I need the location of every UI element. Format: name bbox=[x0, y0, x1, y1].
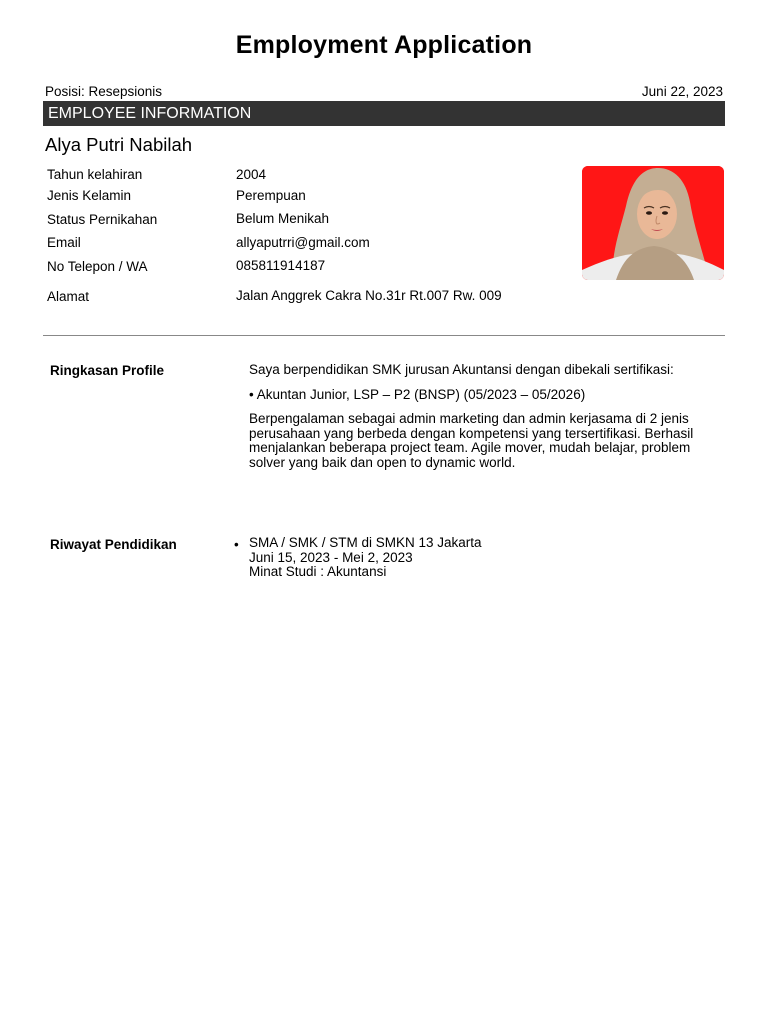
education-entry bbox=[249, 536, 727, 580]
info-row-birth-year bbox=[47, 165, 517, 184]
info-value: 085811914187 bbox=[236, 258, 326, 274]
info-value: Perempuan bbox=[236, 187, 306, 203]
photo-right-eye bbox=[662, 211, 668, 215]
info-label: Tahun kelahiran bbox=[47, 167, 143, 182]
profile-summary-label: Ringkasan Profile bbox=[50, 363, 165, 378]
info-value: Belum Menikah bbox=[236, 211, 330, 227]
profile-certification: • Akuntan Junior, LSP – P2 (BNSP) (05/2023 – 05/2026) bbox=[249, 386, 586, 402]
info-label: Jenis Kelamin bbox=[47, 188, 132, 204]
employee-info-header: EMPLOYEE INFORMATION bbox=[43, 101, 725, 126]
date-text: Juni 22, 2023 bbox=[641, 84, 723, 99]
info-label: No Telepon / WA bbox=[47, 258, 148, 274]
profile-summary-body bbox=[249, 363, 727, 471]
info-label: Email bbox=[47, 235, 81, 251]
education-school: SMA / SMK / STM di SMKN 13 Jakarta bbox=[249, 535, 482, 550]
profile-intro: Saya berpendidikan SMK jurusan Akuntansi dengan dibekali sertifikasi: bbox=[249, 362, 674, 377]
info-value: allyaputrri@gmail.com bbox=[236, 234, 370, 250]
info-row-email bbox=[47, 231, 517, 255]
education-label: Riwayat Pendidikan bbox=[50, 537, 177, 552]
position-text: Posisi: Resepsionis bbox=[45, 84, 163, 99]
info-value: 2004 bbox=[236, 166, 267, 182]
education-bullet: • bbox=[234, 537, 239, 552]
document-title: Employment Application bbox=[235, 31, 533, 59]
profile-description: Berpengalaman sebagai admin marketing dan admin kerjasama di 2 jenis perusahaan yang berbeda dengan kompetensi yang tersertifikasi. Berhasil menjalankan beberapa project team. Agile mover, mudah belajar, problem solver yang baik dan open to dynamic world. bbox=[249, 411, 694, 470]
info-row-address bbox=[47, 278, 517, 314]
applicant-name: Alya Putri Nabilah bbox=[45, 134, 193, 155]
education-major: Minat Studi : Akuntansi bbox=[249, 564, 387, 580]
section-divider bbox=[43, 335, 725, 336]
info-table bbox=[47, 165, 517, 314]
photo-left-eye bbox=[646, 211, 652, 215]
info-row-phone bbox=[47, 255, 517, 279]
info-row-gender bbox=[47, 184, 517, 208]
info-row-marital-status bbox=[47, 208, 517, 232]
applicant-photo bbox=[582, 166, 724, 280]
info-value: Jalan Anggrek Cakra No.31r Rt.007 Rw. 009 bbox=[236, 288, 502, 303]
info-label: Status Pernikahan bbox=[47, 211, 158, 227]
info-label: Alamat bbox=[47, 288, 90, 304]
photo-face bbox=[637, 189, 677, 239]
education-period: Juni 15, 2023 - Mei 2, 2023 bbox=[249, 549, 413, 565]
